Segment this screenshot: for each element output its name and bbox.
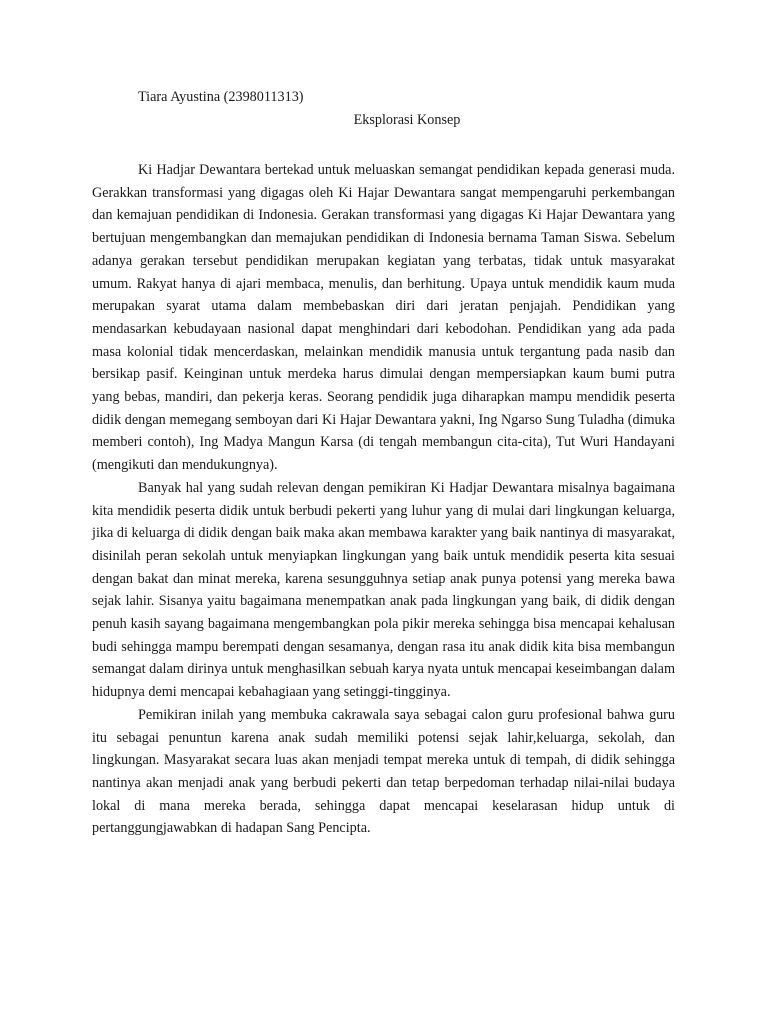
paragraph-2: Banyak hal yang sudah relevan dengan pemikiran Ki Hadjar Dewantara misalnya bagaimana kita mendidik peserta didik untuk berbudi pekerti yang luhur yang di mulai dari lingkungan keluarga, jika di keluarga di didik dengan baik maka akan membawa karakter yang baik nantinya di masyarakat, disinilah peran sekolah untuk menyiapkan lingkungan yang baik untuk mendidik peserta kita sesuai dengan bakat dan minat mereka, karena sesungguhnya setiap anak punya potensi yang mereka bawa sejak lahir. Sisanya yaitu bagaimana menempatkan anak pada lingkungan yang baik, di didik dengan penuh kasih sayang bagaimana mengembangkan pola pikir mereka sehingga bisa mencapai kehalusan budi sehingga mampu berempati dengan sesamanya, dengan rasa itu anak didik kita bisa membangun semangat dalam dirinya untuk menghasilkan sebuah karya nyata untuk mencapai keseimbangan dalam hidupnya demi mencapai kebahagiaan yang setinggi-tingginya. bbox=[92, 479, 675, 701]
paragraph-1: Ki Hadjar Dewantara bertekad untuk meluaskan semangat pendidikan kepada generasi muda. Gerakkan transformasi yang digagas oleh Ki Hajar Dewantara sangat mempengaruhi perkembangan dan kemajuan pendidikan di Indonesia. Gerakan transformasi yang digagas Ki Hajar Dewantara yang bertujuan mengembangkan dan memajukan pendidikan di Indonesia bernama Taman Siswa. Sebelum adanya gerakan tersebut pendidikan merupakan kegiatan yang terbatas, tidak untuk masyarakat umum. Rakyat hanya di ajari membaca, menulis, dan berhitung. Upaya untuk mendidik kaum muda merupakan syarat utama dalam membebaskan diri dari jeratan penjajah. Pendidikan yang mendasarkan kebudayaan nasional dapat menghindari dari kebodohan. Pendidikan yang ada pada masa kolonial tidak mencerdaskan, melainkan mendidik manusia untuk tergantung pada nasib dan bersikap pasif. Keinginan untuk merdeka harus dimulai dengan mempersiapkan kaum bumi putra yang bebas, mandiri, dan pekerja keras. Seorang pendidik juga diharapkan mampu mendidik peserta didik dengan memegang semboyan dari Ki Hajar Dewantara yakni, Ing Ngarso Sung Tuladha (dimuka memberi contoh), Ing Madya Mangun Karsa (di tengah membangun cita-cita), Tut Wuri Handayani (mengikuti dan mendukungnya). bbox=[92, 162, 675, 474]
paragraph-3: Pemikiran inilah yang membuka cakrawala saya sebagai calon guru profesional bahwa guru itu sebagai penuntun karena anak sudah memiliki potensi sejak lahir,keluarga, sekolah, dan lingkungan. Masyarakat secara luas akan menjadi tempat mereka untuk di tempah, di didik sehingga nantinya akan menjadi anak yang berbudi pekerti dan tetap berpedoman terhadap nilai-nilai budaya lokal di mana mereka berada, sehingga dapat mencapai keselarasan hidup untuk di pertanggungjawabkan di hadapan Sang Pencipta. bbox=[92, 706, 675, 837]
author-line: Tiara Ayustina (2398011313) bbox=[138, 89, 304, 105]
document-title: Eksplorasi Konsep bbox=[353, 112, 461, 128]
document-body bbox=[92, 159, 675, 840]
